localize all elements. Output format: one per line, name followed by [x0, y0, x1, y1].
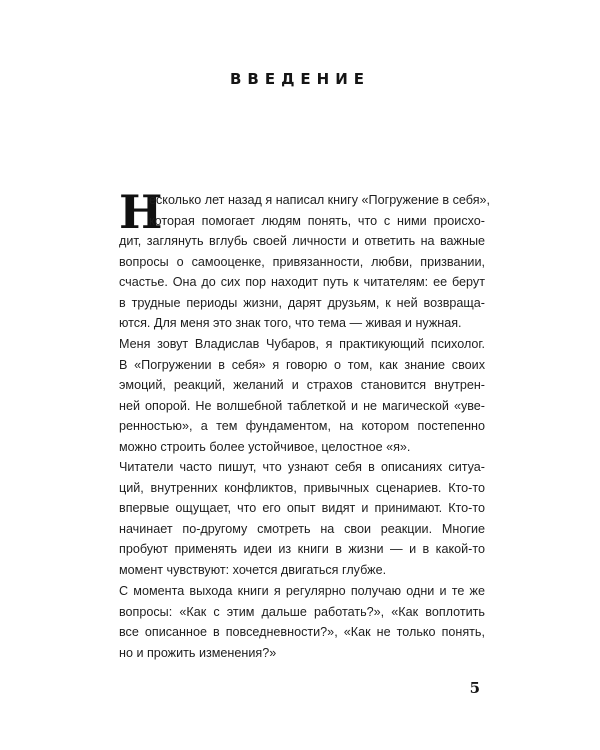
paragraph-2 [119, 334, 485, 457]
paragraph-1 [119, 185, 491, 334]
paragraph-line: все описанное в повседневности?», «Как не только понять, [119, 625, 485, 639]
paragraph-line: но и прожить изменения?» [119, 645, 277, 660]
paragraph-line: Меня зовут Владислав Чубаров, я практикующий психолог. [119, 337, 485, 351]
paragraph-line: есколько лет назад я написал книгу «Погружение в себя», [149, 193, 491, 207]
paragraph-line: момент чувствуют: хочется двигаться глубже. [119, 562, 387, 577]
paragraph-line: вопросы: «Как с этим дальше работать?», «Как воплотить [119, 604, 485, 619]
paragraph-line: можно строить более устойчивое, целостное «я». [119, 439, 411, 454]
paragraph-line: ней опорой. Не волшебной таблеткой и не магической «уве- [119, 398, 485, 413]
paragraph-line: пробуют применять идеи из книги в жизни — и в какой-то [119, 542, 485, 556]
paragraph-line: ций, внутренних конфликтов, привычных сценариев. Кто-то [119, 480, 485, 495]
paragraph-line: Читатели часто пишут, что узнают себя в описаниях ситуа- [119, 460, 485, 474]
paragraph-line: вопросы о самооценке, привязанности, любви, призвании, [119, 254, 485, 269]
paragraph-line: которая помогает людям понять, что с ними происхо- [149, 213, 485, 228]
paragraph-line: дит, заглянуть вглубь своей личности и ответить на важные [119, 234, 485, 248]
page-number: 5 [469, 679, 480, 697]
paragraph-line: начинает по-другому смотреть на свои реакции. Многие [119, 521, 485, 536]
paragraph-line: В «Погружении в себя» я говорю о том, как знание своих [119, 357, 485, 372]
paragraph-line: ренностью», а тем фундаментом, на котором постепенно [119, 419, 485, 433]
drop-cap: Н [119, 185, 163, 239]
paragraph-line: эмоций, реакций, желаний и страхов становится внутрен- [119, 378, 485, 392]
paragraph-line: счастье. Она до сих пор находит путь к читателям: ее берут [119, 275, 485, 289]
paragraph-line: в трудные периоды жизни, дарят друзьям, к ней возвраща- [119, 295, 485, 310]
paragraph-line: ются. Для меня это знак того, что тема — живая и нужная. [119, 316, 462, 330]
chapter-title: ВВЕДЕНИЕ [229, 70, 371, 88]
paragraph-4 [119, 581, 485, 663]
paragraph-3 [119, 457, 485, 580]
paragraph-line: С момента выхода книги я регулярно получаю одни и те же [119, 584, 485, 598]
paragraph-line: впервые ощущает, что его опыт видят и принимают. Кто-то [119, 501, 485, 515]
